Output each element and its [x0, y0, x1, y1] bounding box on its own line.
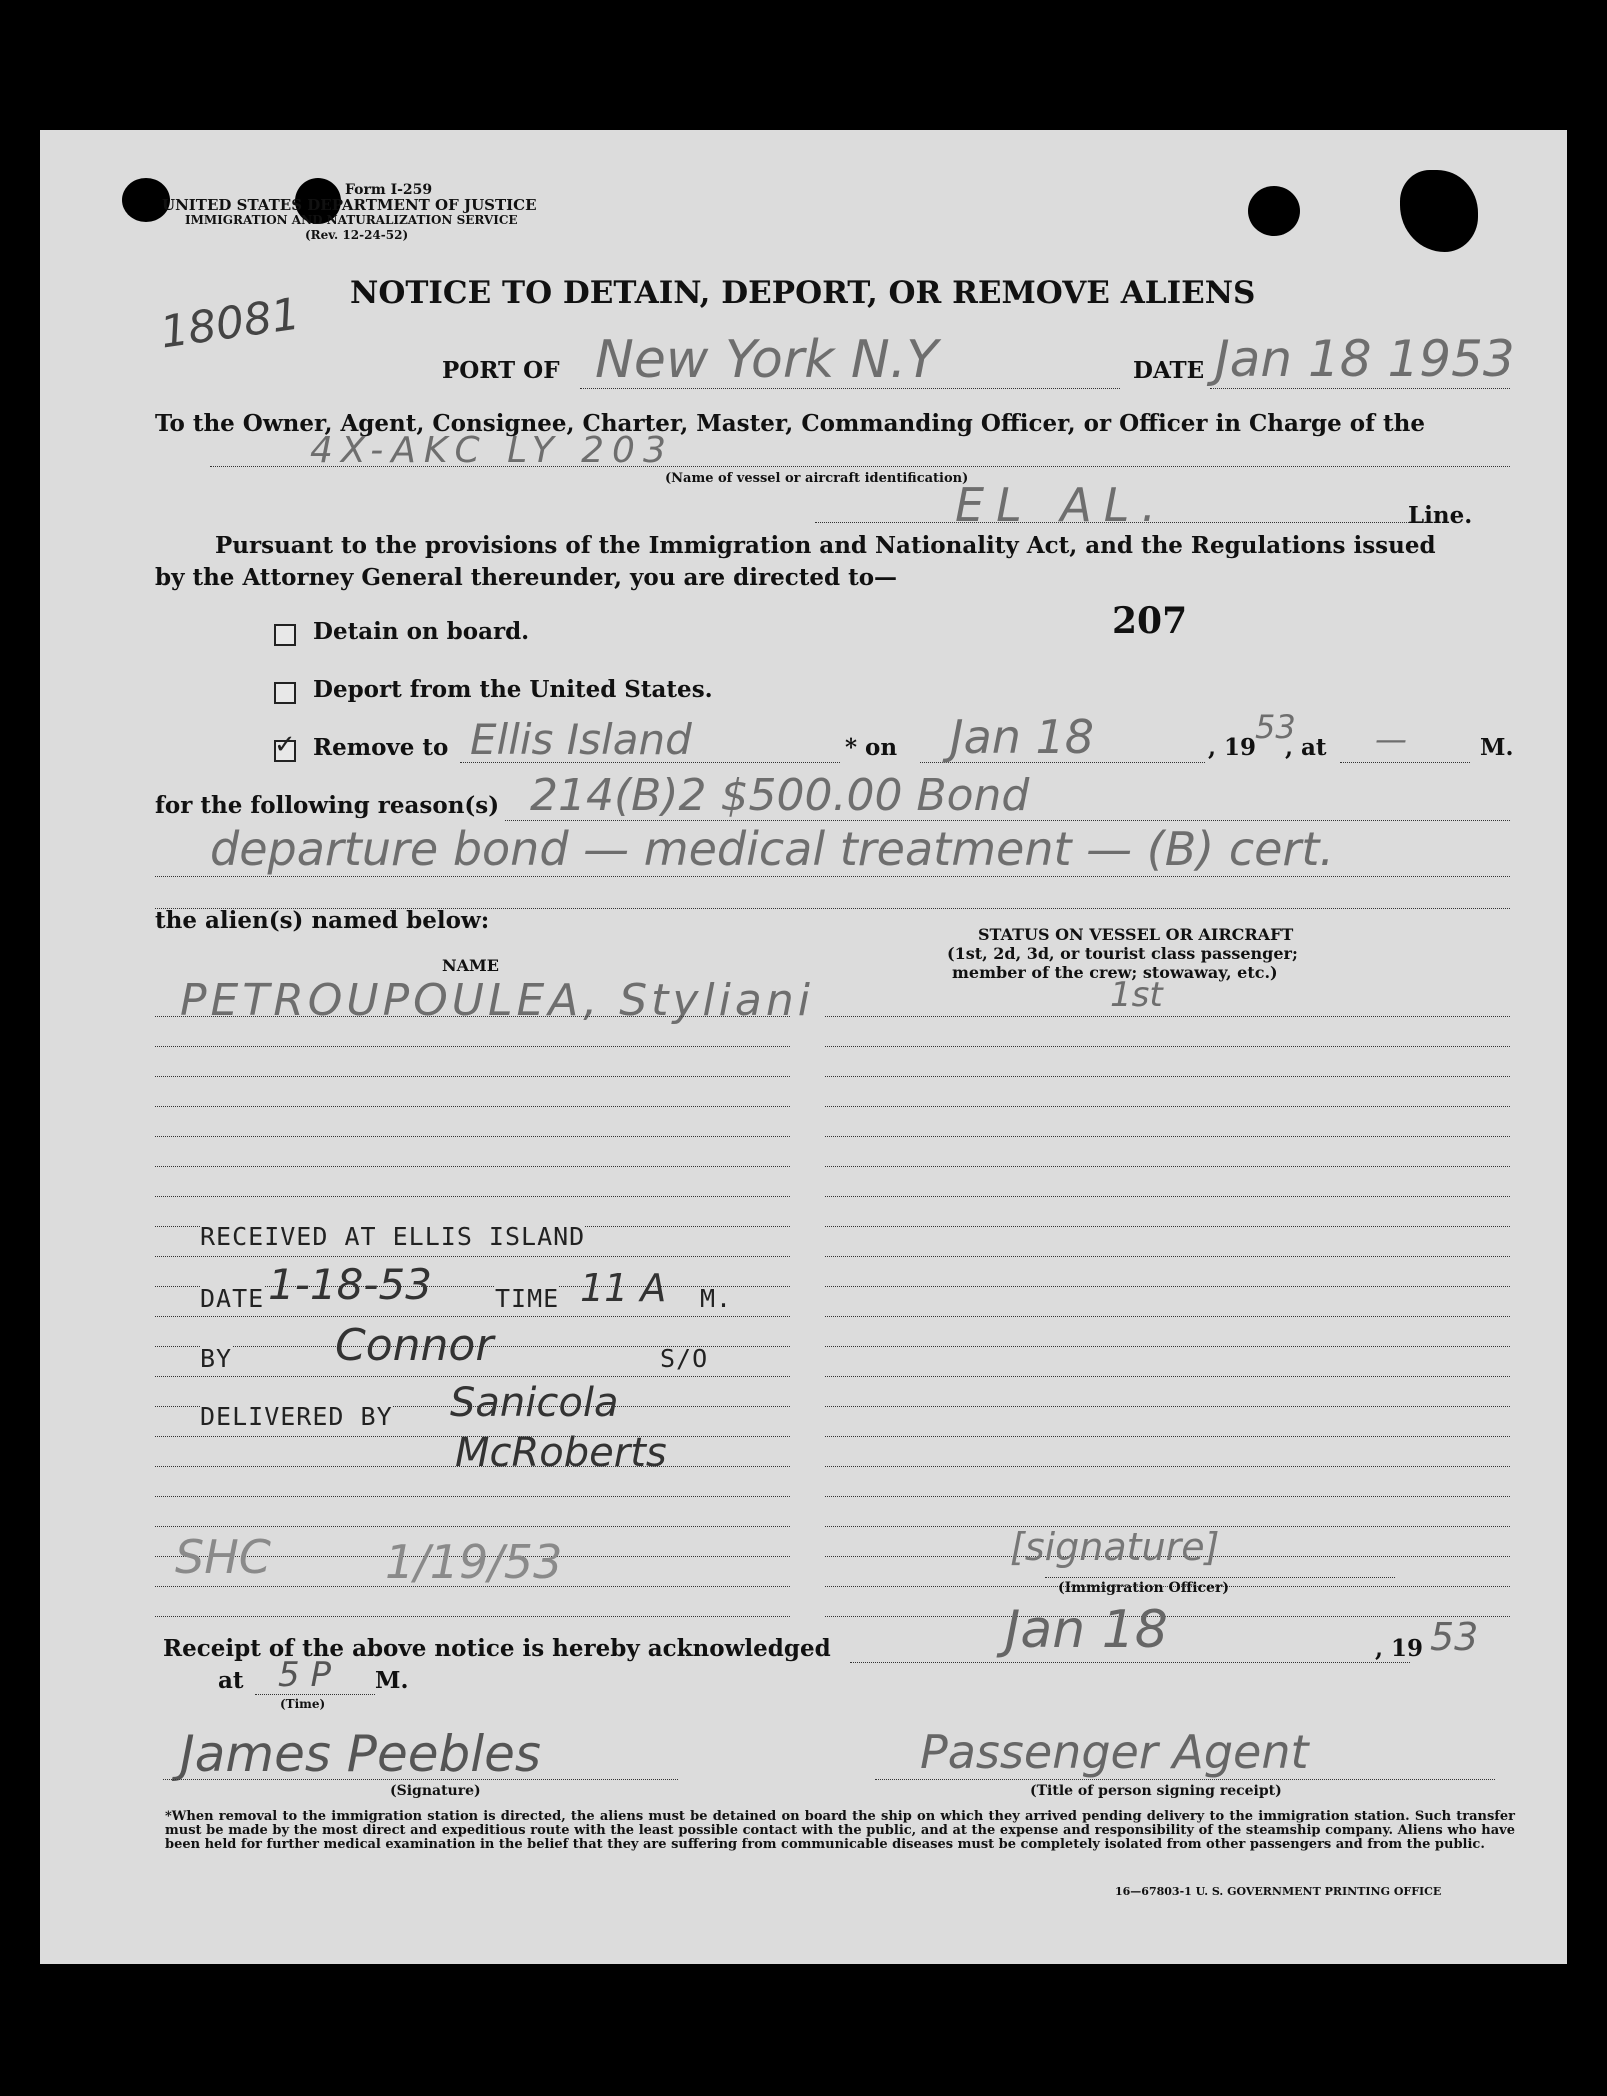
remove-year-label: , 19: [1208, 734, 1257, 761]
punch-hole: [1248, 186, 1300, 236]
name-row-line: [155, 1136, 790, 1137]
deport-checkbox[interactable]: [274, 682, 296, 704]
reasons-value-1: 214(B)2 $500.00 Bond: [530, 770, 1030, 821]
date-line: [1210, 388, 1510, 389]
status-row-line: [825, 1346, 1510, 1347]
receipt-title-caption: (Title of person signing receipt): [1030, 1783, 1282, 1799]
addressee-line: To the Owner, Agent, Consignee, Charter, Master, Commanding Officer, or Officer in Charge of the: [155, 410, 1425, 437]
revision: (Rev. 12-24-52): [305, 228, 409, 242]
remove-label: Remove to: [313, 734, 449, 761]
receipt-title-value: Passenger Agent: [920, 1725, 1309, 1779]
status-row-line: [825, 1106, 1510, 1107]
vessel-value: 4X-AKC LY 203: [310, 430, 674, 471]
port-value: New York N.Y: [595, 330, 939, 390]
remove-at-label: , at: [1285, 734, 1327, 761]
directive-line-1: Pursuant to the provisions of the Immigration and Nationality Act, and the Regulations issued: [215, 532, 1436, 559]
reasons-value-2: departure bond — medical treatment — (B) cert.: [210, 822, 1334, 876]
name-row-line: [155, 1526, 790, 1527]
date-value: Jan 18 1953: [1215, 330, 1515, 388]
status-row-line: [825, 1076, 1510, 1077]
receipt-year-label: , 19: [1375, 1635, 1424, 1662]
stamp-so-label: S/O: [660, 1344, 709, 1373]
receipt-at-label: at: [218, 1667, 244, 1694]
receipt-m-label: M.: [375, 1667, 409, 1694]
stamp-m-label: M.: [700, 1284, 733, 1313]
line-label: Line.: [1408, 502, 1473, 529]
remove-at-value: —: [1375, 720, 1407, 758]
status-row-line: [825, 1496, 1510, 1497]
check-mark-icon: ✓: [274, 730, 296, 760]
status-row-line: [825, 1226, 1510, 1227]
name-column-header: NAME: [442, 956, 499, 975]
status-row-line: [825, 1256, 1510, 1257]
deport-label: Deport from the United States.: [313, 676, 713, 703]
officer-line: [1045, 1577, 1395, 1578]
remove-at-line: [1340, 762, 1470, 763]
receipt-time-value: 5 P: [278, 1655, 331, 1695]
reasons-label: for the following reason(s): [155, 792, 500, 819]
status-row-line: [825, 1166, 1510, 1167]
stamp-date-value: 1-18-53: [268, 1260, 432, 1309]
status-row-line: [825, 1466, 1510, 1467]
stamp-delivered-value-2: McRoberts: [455, 1430, 667, 1476]
stamp-time-label: TIME: [495, 1284, 560, 1313]
remove-on-label: * on: [845, 734, 898, 761]
name-row-line: [155, 1196, 790, 1197]
receipt-time-caption: (Time): [280, 1697, 326, 1711]
status-header-2: (1st, 2d, 3d, or tourist class passenger;: [947, 944, 1298, 963]
port-label: PORT OF: [442, 357, 560, 384]
officer-signature[interactable]: [signature]: [1010, 1525, 1220, 1569]
name-row-line: [155, 1496, 790, 1497]
remove-m-label: M.: [1480, 734, 1514, 761]
name-row-line: [155, 1376, 790, 1377]
stamp-number: 207: [1112, 600, 1188, 642]
receipt-date-value: Jan 18: [1005, 1600, 1168, 1660]
line-value: EL AL.: [955, 478, 1169, 532]
stamp-by-label: BY: [200, 1344, 233, 1373]
reasons-line-2: [155, 876, 1510, 877]
receipt-date-line: [850, 1662, 1410, 1663]
status-row-line: [825, 1316, 1510, 1317]
date-label: DATE: [1133, 357, 1205, 384]
status-row-line: [825, 1016, 1510, 1017]
remove-on-value: Jan 18: [950, 710, 1095, 764]
footnote: *When removal to the immigration station is directed, the aliens must be detained on board the ship on which they arrived pending delivery to the immigration station. Such transfer must be made by the most direct and expeditious route with the least possible contact with the public, and at the expense and responsibility of the steamship company. Aliens who have been held for further medical examination in the belief that they are suffering from communicable diseases must be completely isolated from other passengers and from the public.: [165, 1809, 1515, 1852]
initials-date: 1/19/53: [385, 1535, 563, 1589]
form-number: Form I-259: [345, 182, 433, 198]
status-row-line: [825, 1436, 1510, 1437]
status-row-line: [825, 1046, 1510, 1047]
receipt-signature-caption: (Signature): [390, 1783, 481, 1799]
receipt-year-value: 53: [1430, 1615, 1479, 1659]
status-row-line: [825, 1376, 1510, 1377]
status-row-line: [825, 1406, 1510, 1407]
punch-hole: [1400, 170, 1478, 252]
received-stamp: RECEIVED AT ELLIS ISLAND: [200, 1222, 586, 1251]
name-row-line: [155, 1166, 790, 1167]
status-header-1: STATUS ON VESSEL OR AIRCRAFT: [978, 925, 1294, 944]
receipt-signature-line: [163, 1779, 678, 1780]
agency-line-2: IMMIGRATION AND NATURALIZATION SERVICE: [185, 213, 518, 227]
name-row-line: [155, 1316, 790, 1317]
agency-line-1: UNITED STATES DEPARTMENT OF JUSTICE: [162, 196, 537, 214]
form-paper: [40, 130, 1567, 1964]
stamp-delivered-value-1: Sanicola: [450, 1380, 619, 1426]
aliens-intro: the alien(s) named below:: [155, 907, 490, 934]
alien-name: PETROUPOULEA, Styliani: [180, 975, 814, 1026]
name-row-line: [155, 1106, 790, 1107]
name-row-line: [155, 1616, 790, 1617]
stamp-date-label: DATE: [200, 1284, 265, 1313]
detain-label: Detain on board.: [313, 618, 530, 645]
alien-status: 1st: [1110, 975, 1163, 1015]
status-header-3: member of the crew; stowaway, etc.): [952, 963, 1278, 982]
name-row-line: [155, 1016, 790, 1017]
directive-line-2: by the Attorney General thereunder, you are directed to—: [155, 564, 898, 591]
status-row-line: [825, 1136, 1510, 1137]
name-row-line: [155, 1046, 790, 1047]
officer-caption: (Immigration Officer): [1058, 1580, 1229, 1596]
remove-place-value: Ellis Island: [470, 715, 692, 764]
page-title: NOTICE TO DETAIN, DEPORT, OR REMOVE ALIENS: [350, 275, 1256, 311]
status-row-line: [825, 1196, 1510, 1197]
name-row-line: [155, 1076, 790, 1077]
stamp-delivered-label: DELIVERED BY: [200, 1402, 393, 1431]
receipt-text: Receipt of the above notice is hereby acknowledged: [163, 1635, 831, 1662]
remove-year-value: 53: [1255, 708, 1296, 746]
name-row-line: [155, 1256, 790, 1257]
vessel-caption: (Name of vessel or aircraft identification): [665, 471, 969, 486]
receipt-title-line: [875, 1779, 1495, 1780]
remove-checkbox[interactable]: [274, 730, 296, 762]
stamp-by-value: Connor: [335, 1320, 494, 1371]
initials-mark: SHC: [175, 1530, 271, 1584]
receipt-signature-value[interactable]: James Peebles: [180, 1725, 541, 1783]
detain-checkbox[interactable]: [274, 624, 296, 646]
stamp-time-value: 11 A: [580, 1266, 667, 1310]
status-row-line: [825, 1286, 1510, 1287]
printer-line: 16—67803-1 U. S. GOVERNMENT PRINTING OFFICE: [1115, 1885, 1442, 1898]
file-number: 18081: [157, 288, 303, 359]
